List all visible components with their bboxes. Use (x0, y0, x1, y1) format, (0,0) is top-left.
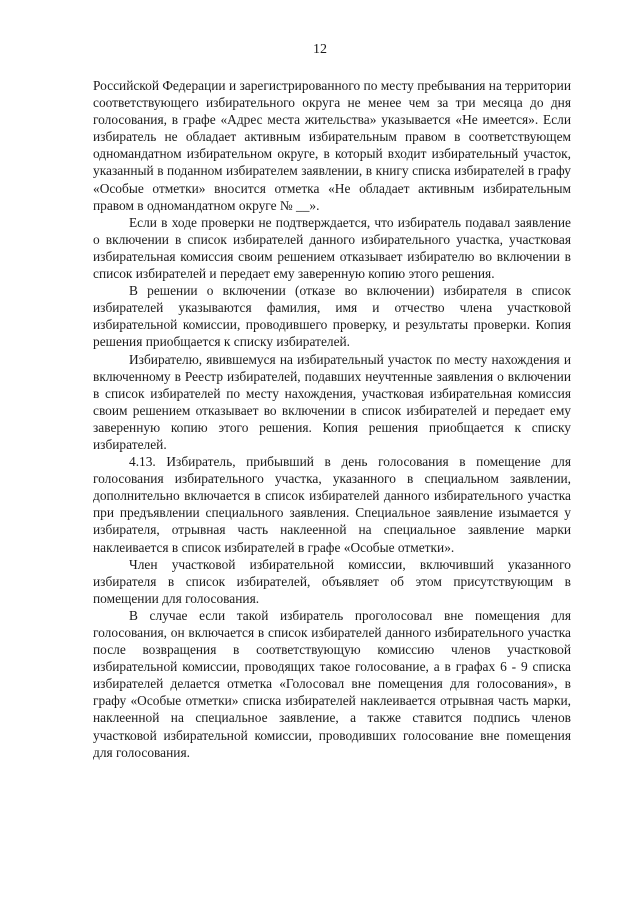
paragraph-1: Российской Федерации и зарегистрированного по месту пребывания на территории соответствующего избирательного округа не менее чем за три месяца до дня голосования, в графе «Адрес места жительства» указывается «Не имеется». Если избиратель не обладает активным избирательным правом в соответствующем одномандатном избирательном округе, в который входит избирательный участок, указанный в поданном избирателем заявлении, в книгу списка избирателей в графу «Особые отметки» вносится отметка «Не обладает активным избирательным правом в одномандатном округе № __». (93, 78, 571, 213)
paragraph-5: 4.13. Избиратель, прибывший в день голосования в помещение для голосования избирательного участка, указанного в специальном заявлении, дополнительно включается в список избирателей данного избирательного участка при предъявлении специального заявления. Специальное заявление изымается у избирателя, отрывная часть наклеенной на специальное заявление марки наклеивается в список избирателей в графе «Особые отметки». (93, 454, 571, 555)
page-number: 12 (313, 42, 327, 57)
paragraph-2: Если в ходе проверки не подтверждается, что избиратель подавал заявление о включении в список избирателей данного избирательного участка, участковая избирательная комиссия своим решением отказывает избирателю во включении в список избирателей и передает ему заверенную копию этого решения. (93, 214, 571, 282)
document-body (93, 77, 571, 761)
paragraph-4: Избирателю, явившемуся на избирательный участок по месту нахождения и включенному в Реестр избирателей, подавших неучтенные заявления о включении в список избирателей по месту нахождения, участковая избирательная комиссия своим решением отказывает во включении в список избирателей и передает ему заверенную копию этого решения. Копия решения приобщается к списку избирателей. (93, 351, 571, 452)
paragraph-7: В случае если такой избиратель проголосовал вне помещения для голосования, он включается в список избирателей данного избирательного участка после возвращения в соответствующую комиссию членов участковой избирательной комиссии, проводящих такое голосование, а в графах 6 - 9 списка избирателей делается отметка «Голосовал вне помещения для голосования», в графу «Особые отметки» списка избирателей наклеивается отрывная часть марки, наклеенной на специальное заявление, а также ставится подпись членов участковой избирательной комиссии, проводивших голосование вне помещения для голосования. (93, 607, 571, 760)
paragraph-6: Член участковой избирательной комиссии, включивший указанного избирателя в список избирателей, объявляет об этом присутствующим в помещении для голосования. (93, 556, 571, 606)
paragraph-3: В решении о включении (отказе во включении) избирателя в список избирателей указываются фамилия, имя и отчество члена участковой избирательной комиссии, проводившего проверку, и результаты проверки. Копия решения приобщается к списку избирателей. (93, 283, 571, 350)
